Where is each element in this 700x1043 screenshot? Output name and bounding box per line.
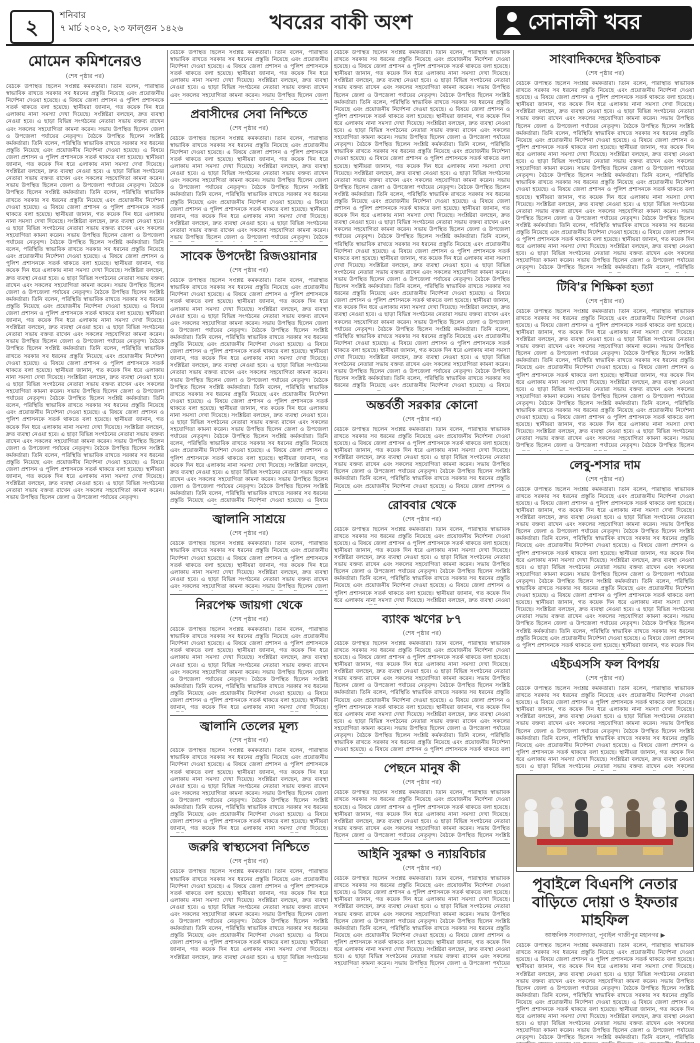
divider [334, 843, 510, 844]
continued-note: (শেষ পৃষ্ঠার পর) [585, 674, 625, 682]
article-body: বৈঠকে উপস্থিত ছিলেন সংশ্লিষ্ট কর্মকর্তারা। তিনি বলেন, পরিস্থিতি স্বাভাবিক রাখতে সরকার সব ধরনের প্রস্তুতি নিয়েছে এবং প্রয়োজনীয় নির্দেশনা দেওয়া হয়েছে। এ বিষয়ে জেলা প্রশাসন ও পুলিশ প্রশাসনকে সতর্ক থাকতে বলা হয়েছে। স্থানীয়রা জানান, গত কয়েক দিন ধরে এলাকায় নানা সমস্যা দেখা দিয়েছে। সংশ্লিষ্টরা বলছেন, দ্রুত ব্যবস্থা নেওয়া হবে। এ ছাড়া বিভিন্ন সংগঠনের নেতারা সভায় বক্তব্য রাখেন এবং সকলের সহযোগিতা কামনা করেন। সভায় উপস্থিত ছিলেন জেলা ও উপজেলা পর্যায়ের নেতৃবৃন্দ। বৈঠকে উপস্থিত ছিলেন সংশ্লিষ্ট কর্মকর্তারা। তিনি বলেন, পরিস্থিতি স্বাভাবিক রাখতে সরকার সব ধরনের প্রস্তুতি নিয়েছে এবং প্রয়োজনীয় নির্দেশনা দেওয়া হয়েছে। এ বিষয়ে জেলা প্রশাসন ও পুলিশ প্রশাসনকে সতর্ক থাকতে বলা হয়েছে। স্থানীয়রা জানান, গত কয়েক দিন ধরে এলাকায় নানা সমস্যা দেখা দিয়েছে। সংশ্লিষ্টরা বলছেন, দ্রুত ব্যবস্থা নেওয়া হবে। এ ছাড়া বিভিন্ন সংগঠনের নেতারা সভায় বক্তব্য রাখেন এবং সকলের সহযোগিতা কামনা করেন। সভায় উপস্থিত ছিলেন জেলা ও উপজেলা পর্যায়ের নেতৃবৃন্দ। বৈঠকে উপস্থিত ছিলেন সংশ্লিষ্ট কর্মকর্তারা। তিনি বলেন, পরিস্থিতি স্বাভাবিক রাখতে সরকার সব ধরনের প্রস্তুতি নিয়েছে এবং প্রয়োজনীয় নির্দেশনা দেওয়া হয়েছে। এ বিষয়ে জেলা প্রশাসন ও পুলিশ প্রশাসনকে সতর্ক থাকতে বলা হয়েছে। স্থানীয়রা জানান, গত কয়েক দিন ধরে এলাকায় নানা সমস্যা দেখা দিয়েছে। সংশ্লিষ্টরা বলছেন, দ্রুত ব্যবস্থা নেওয়া হবে। এ ছাড়া বিভিন্ন সংগঠনের নেতারা সভায় বক্তব্য রাখেন এবং সকলের সহযোগিতা কামনা করেন। সভায় উপস্থিত ছিলেন জেলা ও উপজেলা পর্যায়ের নেতৃবৃন্দ। বৈঠকে উপস্থিত ছিলেন সংশ্লিষ্ট কর্মকর্তারা। তিনি বলেন, পরিস্থিতি স্বাভাবিক রাখতে সরকার সব ধরনের প্রস্তুতি নিয়েছে এবং প্রয়োজনীয় নির্দেশনা দেওয়া হয়েছে। এ বিষয়ে জেলা প্রশাসন ও পুলিশ প্রশাসনকে সতর্ক থাকতে বলা হয়েছে। স্থানীয়রা জানান, গত কয়েক দিন [516, 486, 694, 649]
article-body: বৈঠকে উপস্থিত ছিলেন সংশ্লিষ্ট কর্মকর্তারা। তিনি বলেন, পরিস্থিতি স্বাভাবিক রাখতে সরকার সব ধরনের প্রস্তুতি নিয়েছে এবং প্রয়োজনীয় নির্দেশনা দেওয়া হয়েছে। এ বিষয়ে জেলা প্রশাসন ও পুলিশ প্রশাসনকে সতর্ক থাকতে বলা হয়েছে। স্থানীয়রা জানান, গত কয়েক দিন ধরে এলাকায় নানা সমস্যা দেখা দিয়েছে। সংশ্লিষ্টরা বলছেন, দ্রুত ব্যবস্থা নেওয়া হবে। এ ছাড়া বিভিন্ন সংগঠনের নেতারা সভায় বক্তব্য রাখেন এবং সকলের সহযোগিতা কামনা করেন। সভায় উপস্থিত ছিলেন জেলা [170, 50, 328, 99]
column-divider [331, 50, 332, 902]
headline: রোববার থেকে [387, 497, 457, 512]
continued-note: (শেষ পৃষ্ঠার পর) [402, 779, 442, 787]
headline: পেছনে মানুষ কী [383, 761, 461, 776]
headline: মোমেন কমিশনেরও [28, 52, 142, 70]
article-body: বৈঠকে উপস্থিত ছিলেন সংশ্লিষ্ট কর্মকর্তারা। তিনি বলেন, পরিস্থিতি স্বাভাবিক রাখতে সরকার সব ধরনের প্রস্তুতি নিয়েছে এবং প্রয়োজনীয় নির্দেশনা দেওয়া হয়েছে। এ বিষয়ে জেলা প্রশাসন ও পুলিশ প্রশাসনকে সতর্ক থাকতে বলা হয়েছে। স্থানীয়রা জানান, গত কয়েক দিন ধরে এলাকায় নানা সমস্যা দেখা দিয়েছে। সংশ্লিষ্টরা বলছেন, দ্রুত ব্যবস্থা নেওয়া হবে। এ ছাড়া বিভিন্ন সংগঠনের নেতারা সভায় বক্তব্য রাখেন এবং সকলের সহযোগিতা কামনা করেন। সভায় উপস্থিত ছিলেন জেলা ও উপজেলা পর্যায়ের নেতৃবৃন্দ। বৈঠকে উপস্থিত ছিলেন সংশ্লিষ্ট কর্মকর্তারা। তিনি বলেন, পরিস্থিতি স্বাভাবিক রাখতে সরকার সব ধরনের প্রস্তুতি নিয়েছে এবং প্রয়োজনীয় নির্দেশনা দেওয়া হয়েছে। এ বিষয়ে জেলা প্রশাসন ও পুলিশ প্রশাসনকে সতর্ক থাকতে বলা হয়েছে। স্থানীয়রা জানান, গত কয়েক দিন ধরে এলাকায় নানা সমস্যা দেখা দিয়েছে। সংশ্লিষ্টরা বলছেন, দ্রুত ব্যবস্থা নেওয়া হবে। এ ছাড়া বিভিন্ন সংগঠনের [170, 869, 328, 961]
article-body: বৈঠকে উপস্থিত ছিলেন সংশ্লিষ্ট কর্মকর্তারা। তিনি বলেন, পরিস্থিতি স্বাভাবিক রাখতে সরকার সব ধরনের প্রস্তুতি নিয়েছে এবং প্রয়োজনীয় নির্দেশনা দেওয়া হয়েছে। এ বিষয়ে জেলা প্রশাসন ও পুলিশ প্রশাসনকে সতর্ক থাকতে বলা হয়েছে। স্থানীয়রা জানান, গত কয়েক দিন ধরে এলাকায় নানা সমস্যা দেখা দিয়েছে। সংশ্লিষ্টরা বলছেন, দ্রুত ব্যবস্থা নেওয়া হবে। এ ছাড়া বিভিন্ন সংগঠনের নেতারা সভায় বক্তব্য রাখেন এবং সকলের সহযোগিতা কামনা করেন। সভায় উপস্থিত ছিলেন জেলা ও উপজেলা পর্যায়ের নেতৃবৃন্দ। বৈঠকে উপস্থিত ছিলেন সংশ্লিষ্ট [334, 790, 510, 839]
article-body: বৈঠকে উপস্থিত ছিলেন সংশ্লিষ্ট কর্মকর্তারা। তিনি বলেন, পরিস্থিতি স্বাভাবিক রাখতে সরকার সব ধরনের প্রস্তুতি নিয়েছে এবং প্রয়োজনীয় নির্দেশনা দেওয়া হয়েছে। এ বিষয়ে জেলা প্রশাসন ও পুলিশ প্রশাসনকে সতর্ক থাকতে বলা হয়েছে। স্থানীয়রা জানান, গত কয়েক দিন ধরে এলাকায় নানা সমস্যা দেখা দিয়েছে। সংশ্লিষ্টরা বলছেন, দ্রুত ব্যবস্থা নেওয়া হবে। এ ছাড়া বিভিন্ন সংগঠনের নেতারা সভায় বক্তব্য রাখেন এবং সকলের সহযোগিতা কামনা করেন। সভায় উপস্থিত ছিলেন জেলা ও উপজেলা পর্যায়ের নেতৃবৃন্দ। বৈঠকে উপস্থিত ছিলেন সংশ্লিষ্ট কর্মকর্তারা। তিনি বলেন, পরিস্থিতি স্বাভাবিক রাখতে সরকার সব ধরনের প্রস্তুতি নিয়েছে এবং প্রয়োজনীয় নির্দেশনা দেওয়া হয়েছে। এ বিষয়ে জেলা প্রশাসন ও পুলিশ প্রশাসনকে সতর্ক থাকতে বলা হয়েছে। স্থানীয়রা জানান, গত কয়েক দিন ধরে এলাকায় নানা সমস্যা দেখা দিয়েছে। সংশ্লিষ্টরা বলছেন, দ্রুত ব্যবস্থা নেওয়া হবে। এ ছাড়া বিভিন্ন সংগঠনের নেতারা সভায় বক্তব্য রাখেন এবং সকলের [516, 685, 694, 771]
divider [516, 653, 694, 654]
continued-note: (শেষ পৃষ্ঠার পর) [585, 70, 625, 77]
date: ৭ মার্চ ২০২০, ২৩ ফাল্গুন ১৪২৬ [60, 24, 184, 34]
date-line [60, 10, 183, 36]
section-title: খবরের বাকী অংশ [269, 10, 413, 34]
article-body: বৈঠকে উপস্থিত ছিলেন সংশ্লিষ্ট কর্মকর্তারা। তিনি বলেন, পরিস্থিতি স্বাভাবিক রাখতে সরকার সব ধরনের প্রস্তুতি নিয়েছে এবং প্রয়োজনীয় নির্দেশনা দেওয়া হয়েছে। এ বিষয়ে জেলা প্রশাসন ও পুলিশ প্রশাসনকে সতর্ক থাকতে বলা হয়েছে। স্থানীয়রা জানান, গত কয়েক দিন ধরে এলাকায় নানা সমস্যা দেখা দিয়েছে। সংশ্লিষ্টরা বলছেন, দ্রুত ব্যবস্থা নেওয়া হবে। এ ছাড়া বিভিন্ন সংগঠনের নেতারা সভায় বক্তব্য রাখেন এবং সকলের সহযোগিতা কামনা করেন। সভায় উপস্থিত ছিলেন জেলা ও উপজেলা পর্যায়ের নেতৃবৃন্দ। বৈঠকে উপস্থিত ছিলেন সংশ্লিষ্ট কর্মকর্তারা। তিনি বলেন, পরিস্থিতি স্বাভাবিক রাখতে সরকার সব ধরনের প্রস্তুতি নিয়েছে এবং প্রয়োজনীয় নির্দেশনা দেওয়া হয়েছে। এ বিষয়ে জেলা প্রশাসন ও [334, 426, 510, 490]
byline: আঞ্চলিক সংবাদদাতা, পূবাইল গাজীপুর মহানগর ▶ [544, 932, 666, 940]
divider [334, 608, 510, 609]
continued-note: (শেষ পৃষ্ঠার পর) [585, 297, 625, 305]
headline: প্রবাসীদের সেবা নিশ্চিতে [190, 106, 308, 121]
divider [170, 103, 328, 104]
page-number: ২ [10, 10, 54, 44]
continued-note: (শেষ পৃষ্ঠার পর) [229, 530, 269, 538]
article-body: বৈঠকে উপস্থিত ছিলেন সংশ্লিষ্ট কর্মকর্তারা। তিনি বলেন, পরিস্থিতি স্বাভাবিক রাখতে সরকার সব ধরনের প্রস্তুতি নিয়েছে এবং প্রয়োজনীয় নির্দেশনা দেওয়া হয়েছে। এ বিষয়ে জেলা প্রশাসন ও পুলিশ প্রশাসনকে সতর্ক থাকতে বলা হয়েছে। স্থানীয়রা জানান, গত কয়েক দিন ধরে এলাকায় নানা সমস্যা দেখা দিয়েছে। সংশ্লিষ্টরা বলছেন, দ্রুত ব্যবস্থা নেওয়া হবে। এ ছাড়া বিভিন্ন সংগঠনের নেতারা সভায় বক্তব্য রাখেন এবং সকলের সহযোগিতা কামনা করেন। সভায় উপস্থিত ছিলেন জেলা [170, 541, 328, 590]
continued-note: (শেষ পৃষ্ঠার পর) [585, 475, 625, 483]
continued-note: (শেষ পৃষ্ঠার পর) [229, 124, 269, 132]
headline: সাংবাদিকদের ইতিবাচক [549, 52, 661, 66]
person-icon [502, 11, 522, 35]
divider [334, 757, 510, 758]
column-4 [516, 50, 694, 1043]
masthead-logo [496, 6, 692, 40]
headline: পূবাইলে বিএনপি নেতার বাড়িতে দোয়া ও ইফতার মাহফিল [532, 875, 678, 930]
article-body: বৈঠকে উপস্থিত ছিলেন সংশ্লিষ্ট কর্মকর্তারা। তিনি বলেন, পরিস্থিতি স্বাভাবিক রাখতে সরকার সব ধরনের প্রস্তুতি নিয়েছে এবং প্রয়োজনীয় নির্দেশনা দেওয়া হয়েছে। এ বিষয়ে জেলা প্রশাসন ও পুলিশ প্রশাসনকে সতর্ক থাকতে বলা হয়েছে। স্থানীয়রা জানান, গত কয়েক দিন ধরে এলাকায় নানা সমস্যা দেখা দিয়েছে। সংশ্লিষ্টরা বলছেন, দ্রুত ব্যবস্থা নেওয়া হবে। এ ছাড়া বিভিন্ন সংগঠনের নেতারা সভায় বক্তব্য রাখেন এবং সকলের সহযোগিতা কামনা করেন। সভায় উপস্থিত ছিলেন জেলা ও উপজেলা পর্যায়ের নেতৃবৃন্দ। বৈঠকে উপস্থিত ছিলেন সংশ্লিষ্ট কর্মকর্তারা। তিনি বলেন, পরিস্থিতি স্বাভাবিক রাখতে সরকার সব ধরনের প্রস্তুতি নিয়েছে এবং প্রয়োজনীয় নির্দেশনা দেওয়া হয়েছে। এ বিষয়ে জেলা প্রশাসন ও পুলিশ প্রশাসনকে সতর্ক থাকতে বলা হয়েছে। স্থানীয়রা জানান, গত কয়েক দিন ধরে এলাকায় নানা সমস্যা দেখা দিয়েছে। সংশ্লিষ্টরা বলছেন, দ্রুত ব্যবস্থা নেওয়া হবে। এ ছাড়া বিভিন্ন সংগঠনের নেতারা সভায় বক্তব্য রাখেন এবং সকলের সহযোগিতা কামনা করেন। সভায় উপস্থিত ছিলেন জেলা ও উপজেলা পর্যায়ের [334, 876, 510, 968]
divider [170, 508, 328, 509]
divider [516, 454, 694, 455]
article-body: বৈঠকে উপস্থিত ছিলেন সংশ্লিষ্ট কর্মকর্তারা। তিনি বলেন, পরিস্থিতি স্বাভাবিক রাখতে সরকার সব ধরনের প্রস্তুতি নিয়েছে এবং প্রয়োজনীয় নির্দেশনা দেওয়া হয়েছে। এ বিষয়ে জেলা প্রশাসন ও পুলিশ প্রশাসনকে সতর্ক থাকতে বলা হয়েছে। স্থানীয়রা জানান, গত কয়েক দিন ধরে এলাকায় নানা সমস্যা দেখা দিয়েছে। সংশ্লিষ্টরা বলছেন, দ্রুত ব্যবস্থা নেওয়া হবে। এ ছাড়া বিভিন্ন সংগঠনের নেতারা সভায় বক্তব্য রাখেন এবং সকলের সহযোগিতা কামনা করেন। সভায় উপস্থিত ছিলেন জেলা ও উপজেলা পর্যায়ের নেতৃবৃন্দ। বৈঠকে উপস্থিত ছিলেন সংশ্লিষ্ট কর্মকর্তারা। তিনি বলেন, পরিস্থিতি স্বাভাবিক রাখতে সরকার সব ধরনের প্রস্তুতি নিয়েছে এবং প্রয়োজনীয় নির্দেশনা দেওয়া হয়েছে। এ বিষয়ে জেলা প্রশাসন ও পুলিশ প্রশাসনকে সতর্ক থাকতে বলা হয়েছে। স্থানীয়রা জানান, গত কয়েক দিন ধরে এলাকায় নানা সমস্যা দেখা দিয়েছে। সংশ্লিষ্টরা বলছেন, দ্রুত ব্যবস্থা নেওয়া হবে। এ ছাড়া বিভিন্ন সংগঠনের নেতারা সভায় বক্তব্য রাখেন এবং সকলের সহযোগিতা কামনা করেন। সভায় উপস্থিত ছিলেন জেলা ও উপজেলা পর্যায়ের নেতৃবৃন্দ। বৈঠকে উপস্থিত ছিলেন সংশ্লিষ্ট কর্মকর্তারা। তিনি বলেন, পরিস্থিতি [516, 943, 694, 1042]
day: শনিবার [60, 11, 86, 21]
gathering-photo [517, 775, 693, 867]
article-body: বৈঠকে উপস্থিত ছিলেন সংশ্লিষ্ট কর্মকর্তারা। তিনি বলেন, পরিস্থিতি স্বাভাবিক রাখতে সরকার সব ধরনের প্রস্তুতি নিয়েছে এবং প্রয়োজনীয় নির্দেশনা দেওয়া হয়েছে। এ বিষয়ে জেলা প্রশাসন ও পুলিশ প্রশাসনকে সতর্ক থাকতে বলা হয়েছে। স্থানীয়রা জানান, গত কয়েক দিন ধরে এলাকায় নানা সমস্যা দেখা দিয়েছে। সংশ্লিষ্টরা বলছেন, দ্রুত ব্যবস্থা নেওয়া হবে। এ ছাড়া বিভিন্ন সংগঠনের নেতারা সভায় বক্তব্য রাখেন এবং সকলের সহযোগিতা কামনা করেন। সভায় উপস্থিত ছিলেন জেলা ও উপজেলা পর্যায়ের নেতৃবৃন্দ। বৈঠকে উপস্থিত ছিলেন সংশ্লিষ্ট কর্মকর্তারা। তিনি বলেন, পরিস্থিতি স্বাভাবিক রাখতে সরকার সব ধরনের প্রস্তুতি নিয়েছে এবং প্রয়োজনীয় নির্দেশনা দেওয়া হয়েছে। এ বিষয়ে জেলা প্রশাসন ও পুলিশ প্রশাসনকে সতর্ক থাকতে বলা হয়েছে। স্থানীয়রা জানান, গত কয়েক দিন ধরে এলাকায় নানা সমস্যা দেখা দিয়েছে। সংশ্লিষ্টরা বলছেন, দ্রুত ব্যবস্থা নেওয়া হবে। এ ছাড়া বিভিন্ন সংগঠনের নেতারা সভায় বক্তব্য রাখেন এবং সকলের সহযোগিতা কামনা করেন। সভায় উপস্থিত ছিলেন জেলা ও উপজেলা পর্যায়ের নেতৃবৃন্দ। বৈঠকে উপস্থিত ছিলেন সংশ্লিষ্ট কর্মকর্তারা। তিনি বলেন, পরিস্থিতি স্বাভাবিক রাখতে সরকার সব ধরনের প্রস্তুতি নিয়েছে এবং প্রয়োজনীয় নির্দেশনা দেওয়া হয়েছে। এ বিষয়ে জেলা প্রশাসন ও পুলিশ প্রশাসনকে সতর্ক থাকতে বলা হয়েছে। স্থানীয়রা জানান, গত কয়েক দিন ধরে এলাকায় নানা সমস্যা দেখা দিয়েছে। সংশ্লিষ্টরা বলছেন, দ্রুত ব্যবস্থা নেওয়া হবে। এ ছাড়া বিভিন্ন সংগঠনের নেতারা সভায় বক্তব্য রাখেন এবং সকলের সহযোগিতা কামনা করেন। সভায় উপস্থিত ছিলেন জেলা ও উপজেলা পর্যায়ের নেতৃবৃন্দ। বৈঠকে উপস্থিত ছিলেন সংশ্লিষ্ট কর্মকর্তারা। তিনি বলেন, পরিস্থিতি স্বাভাবিক রাখতে সরকার সব ধরনের প্রস্তুতি নিয়েছে এবং প্রয়োজনীয় নির্দেশনা দেওয়া হয়েছে। এ বিষয়ে জেলা প্রশাসন ও পুলিশ প্রশাসনকে সতর্ক থাকতে বলা হয়েছে। স্থানীয়রা জানান, গত কয়েক দিন ধরে এলাকায় নানা সমস্যা দেখা দিয়েছে। সংশ্লিষ্টরা বলছেন, দ্রুত ব্যবস্থা নেওয়া হবে। এ ছাড়া বিভিন্ন সংগঠনের নেতারা সভায় বক্তব্য রাখেন এবং সকলের সহযোগিতা কামনা করেন। সভায় উপস্থিত ছিলেন জেলা ও উপজেলা পর্যায়ের নেতৃবৃন্দ। বৈঠকে উপস্থিত ছিলেন সংশ্লিষ্ট কর্মকর্তারা। তিনি বলেন, পরিস্থিতি [516, 81, 694, 272]
column-1 [6, 50, 164, 879]
article-body: বৈঠকে উপস্থিত ছিলেন সংশ্লিষ্ট কর্মকর্তারা। তিনি বলেন, পরিস্থিতি স্বাভাবিক রাখতে সরকার সব ধরনের প্রস্তুতি নিয়েছে এবং প্রয়োজনীয় নির্দেশনা দেওয়া হয়েছে। এ বিষয়ে জেলা প্রশাসন ও পুলিশ প্রশাসনকে সতর্ক থাকতে বলা হয়েছে। স্থানীয়রা জানান, গত কয়েক দিন ধরে এলাকায় নানা সমস্যা দেখা দিয়েছে। সংশ্লিষ্টরা বলছেন, দ্রুত ব্যবস্থা নেওয়া হবে। এ ছাড়া বিভিন্ন সংগঠনের নেতারা সভায় বক্তব্য রাখেন এবং সকলের সহযোগিতা কামনা করেন। সভায় উপস্থিত ছিলেন জেলা ও উপজেলা পর্যায়ের নেতৃবৃন্দ। বৈঠকে উপস্থিত ছিলেন সংশ্লিষ্ট কর্মকর্তারা। তিনি বলেন, পরিস্থিতি স্বাভাবিক রাখতে সরকার সব ধরনের প্রস্তুতি নিয়েছে এবং প্রয়োজনীয় নির্দেশনা দেওয়া হয়েছে। এ বিষয়ে জেলা প্রশাসন ও পুলিশ প্রশাসনকে সতর্ক থাকতে বলা হয়েছে। স্থানীয়রা জানান, গত কয়েক দিন ধরে এলাকায় নানা সমস্যা দেখা দিয়েছে। [170, 748, 328, 833]
article-body: বৈঠকে উপস্থিত ছিলেন সংশ্লিষ্ট কর্মকর্তারা। তিনি বলেন, পরিস্থিতি স্বাভাবিক রাখতে সরকার সব ধরনের প্রস্তুতি নিয়েছে এবং প্রয়োজনীয় নির্দেশনা দেওয়া হয়েছে। এ বিষয়ে জেলা প্রশাসন ও পুলিশ প্রশাসনকে সতর্ক থাকতে বলা হয়েছে। স্থানীয়রা জানান, গত কয়েক দিন ধরে এলাকায় নানা সমস্যা দেখা দিয়েছে। সংশ্লিষ্টরা বলছেন, দ্রুত ব্যবস্থা নেওয়া হবে। এ ছাড়া বিভিন্ন সংগঠনের নেতারা সভায় বক্তব্য রাখেন এবং সকলের সহযোগিতা কামনা করেন। সভায় উপস্থিত ছিলেন জেলা ও উপজেলা পর্যায়ের নেতৃবৃন্দ। বৈঠকে উপস্থিত ছিলেন সংশ্লিষ্ট কর্মকর্তারা। তিনি বলেন, পরিস্থিতি স্বাভাবিক রাখতে সরকার সব ধরনের প্রস্তুতি নিয়েছে এবং প্রয়োজনীয় নির্দেশনা দেওয়া হয়েছে। এ বিষয়ে জেলা প্রশাসন ও পুলিশ প্রশাসনকে সতর্ক থাকতে বলা হয়েছে। স্থানীয়রা জানান, গত কয়েক দিন ধরে এলাকায় নানা সমস্যা দেখা দিয়েছে। সংশ্লিষ্টরা বলছেন, দ্রুত ব্যবস্থা নেওয়া হবে। এ ছাড়া বিভিন্ন সংগঠনের নেতারা সভায় বক্তব্য রাখেন এবং সকলের সহযোগিতা কামনা করেন। সভায় উপস্থিত ছিলেন জেলা ও উপজেলা পর্যায়ের নেতৃবৃন্দ। বৈঠকে উপস্থিত ছিলেন সংশ্লিষ্ট কর্মকর্তারা। তিনি বলেন, পরিস্থিতি স্বাভাবিক রাখতে সরকার সব ধরনের প্রস্তুতি নিয়েছে এবং প্রয়োজনীয় নির্দেশনা দেওয়া হয়েছে। এ বিষয়ে জেলা প্রশাসন ও পুলিশ প্রশাসনকে সতর্ক থাকতে বলা হয়েছে। স্থানীয়রা জানান, গত কয়েক দিন ধরে এলাকায় নানা সমস্যা দেখা দিয়েছে। সংশ্লিষ্টরা বলছেন, দ্রুত ব্যবস্থা নেওয়া হবে। এ ছাড়া বিভিন্ন সংগঠনের নেতারা সভায় বক্তব্য রাখেন এবং সকলের সহযোগিতা কামনা করেন। সভায় উপস্থিত ছিলেন জেলা ও উপজেলা পর্যায়ের নেতৃবৃন্দ। বৈঠকে উপস্থিত ছিলেন সংশ্লিষ্ট কর্মকর্তারা। তিনি বলেন, পরিস্থিতি স্বাভাবিক রাখতে সরকার সব ধরনের প্রস্তুতি নিয়েছে এবং প্রয়োজনীয় নির্দেশনা দেওয়া হয়েছে। এ বিষয়ে জেলা প্রশাসন ও পুলিশ প্রশাসনকে সতর্ক থাকতে বলা হয়েছে। স্থানীয়রা জানান, গত কয়েক দিন ধরে এলাকায় নানা সমস্যা দেখা দিয়েছে। সংশ্লিষ্টরা বলছেন, দ্রুত ব্যবস্থা নেওয়া হবে। এ ছাড়া বিভিন্ন সংগঠনের নেতারা সভায় বক্তব্য রাখেন এবং সকলের সহযোগিতা কামনা করেন। সভায় উপস্থিত ছিলেন জেলা ও উপজেলা পর্যায়ের নেতৃবৃন্দ। বৈঠকে উপস্থিত ছিলেন সংশ্লিষ্ট কর্মকর্তারা। তিনি বলেন, পরিস্থিতি স্বাভাবিক রাখতে সরকার সব ধরনের প্রস্তুতি নিয়েছে এবং প্রয়োজনীয় নির্দেশনা দেওয়া হয়েছে। এ বিষয়ে [170, 278, 328, 505]
headline: জরুরি স্বাস্থ্যসেবা নিশ্চিতে [188, 840, 310, 855]
continued-note: (শেষ পৃষ্ঠার পর) [229, 267, 269, 275]
column-2 [170, 50, 328, 962]
news-photo [516, 774, 694, 872]
headline: ব্যাংক ঋণের ৮৭ [382, 611, 462, 626]
divider [170, 836, 328, 837]
divider [170, 594, 328, 595]
article-body: বৈঠকে উপস্থিত ছিলেন সংশ্লিষ্ট কর্মকর্তারা। তিনি বলেন, পরিস্থিতি স্বাভাবিক রাখতে সরকার সব ধরনের প্রস্তুতি নিয়েছে এবং প্রয়োজনীয় নির্দেশনা দেওয়া হয়েছে। এ বিষয়ে জেলা প্রশাসন ও পুলিশ প্রশাসনকে সতর্ক থাকতে বলা হয়েছে। স্থানীয়রা জানান, গত কয়েক দিন ধরে এলাকায় নানা সমস্যা দেখা দিয়েছে। সংশ্লিষ্টরা বলছেন, দ্রুত ব্যবস্থা নেওয়া হবে। এ ছাড়া বিভিন্ন সংগঠনের নেতারা সভায় বক্তব্য রাখেন এবং সকলের সহযোগিতা কামনা করেন। সভায় উপস্থিত ছিলেন জেলা ও উপজেলা পর্যায়ের নেতৃবৃন্দ। বৈঠকে উপস্থিত ছিলেন সংশ্লিষ্ট কর্মকর্তারা। তিনি বলেন, পরিস্থিতি স্বাভাবিক রাখতে সরকার সব ধরনের প্রস্তুতি নিয়েছে এবং প্রয়োজনীয় নির্দেশনা দেওয়া হয়েছে। এ বিষয়ে জেলা প্রশাসন ও পুলিশ প্রশাসনকে সতর্ক থাকতে বলা হয়েছে। স্থানীয়রা জানান, গত কয়েক দিন ধরে এলাকায় নানা সমস্যা দেখা দিয়েছে। সংশ্লিষ্টরা বলছেন, দ্রুত ব্যবস্থা নেওয়া হবে। এ ছাড়া বিভিন্ন সংগঠনের নেতারা সভায় বক্তব্য রাখেন এবং সকলের সহযোগিতা কামনা করেন। সভায় উপস্থিত ছিলেন জেলা ও উপজেলা পর্যায়ের নেতৃবৃন্দ। বৈঠকে উপস্থিত ছিলেন সংশ্লিষ্ট কর্মকর্তারা। তিনি বলেন, পরিস্থিতি স্বাভাবিক রাখতে সরকার সব ধরনের প্রস্তুতি নিয়েছে এবং প্রয়োজনীয় নির্দেশনা দেওয়া হয়েছে। এ বিষয়ে জেলা প্রশাসন ও পুলিশ প্রশাসনকে সতর্ক থাকতে বলা হয়েছে। স্থানীয়রা জানান, গত কয়েক দিন ধরে এলাকায় নানা সমস্যা দেখা দিয়েছে। সংশ্লিষ্টরা বলছেন, দ্রুত ব্যবস্থা নেওয়া হবে। এ ছাড়া বিভিন্ন সংগঠনের নেতারা সভায় বক্তব্য রাখেন এবং সকলের সহযোগিতা কামনা করেন। সভায় উপস্থিত ছিলেন জেলা ও উপজেলা পর্যায়ের নেতৃবৃন্দ। বৈঠকে উপস্থিত ছিলেন সংশ্লিষ্ট কর্মকর্তারা। তিনি বলেন, পরিস্থিতি স্বাভাবিক রাখতে সরকার সব ধরনের প্রস্তুতি নিয়েছে এবং প্রয়োজনীয় নির্দেশনা দেওয়া হয়েছে। এ বিষয়ে জেলা প্রশাসন ও পুলিশ প্রশাসনকে সতর্ক থাকতে বলা হয়েছে। স্থানীয়রা জানান, গত কয়েক দিন ধরে এলাকায় নানা সমস্যা দেখা দিয়েছে। সংশ্লিষ্টরা বলছেন, দ্রুত ব্যবস্থা নেওয়া হবে। এ ছাড়া বিভিন্ন সংগঠনের নেতারা সভায় বক্তব্য রাখেন এবং সকলের সহযোগিতা কামনা করেন। সভায় উপস্থিত ছিলেন জেলা ও উপজেলা পর্যায়ের নেতৃবৃন্দ। বৈঠকে উপস্থিত ছিলেন সংশ্লিষ্ট কর্মকর্তারা। তিনি বলেন, পরিস্থিতি স্বাভাবিক রাখতে সরকার সব ধরনের প্রস্তুতি নিয়েছে এবং প্রয়োজনীয় নির্দেশনা দেওয়া হয়েছে। এ বিষয়ে জেলা প্রশাসন ও পুলিশ প্রশাসনকে সতর্ক থাকতে বলা হয়েছে। স্থানীয়রা জানান, গত কয়েক দিন ধরে এলাকায় নানা সমস্যা দেখা দিয়েছে। সংশ্লিষ্টরা বলছেন, দ্রুত ব্যবস্থা নেওয়া হবে। এ ছাড়া বিভিন্ন সংগঠনের নেতারা সভায় বক্তব্য রাখেন এবং সকলের সহযোগিতা কামনা করেন। সভায় উপস্থিত ছিলেন জেলা ও উপজেলা পর্যায়ের নেতৃবৃন্দ। বৈঠকে উপস্থিত ছিলেন সংশ্লিষ্ট কর্মকর্তারা। তিনি বলেন, পরিস্থিতি স্বাভাবিক রাখতে সরকার সব ধরনের প্রস্তুতি নিয়েছে এবং প্রয়োজনীয় নির্দেশনা দেওয়া হয়েছে। এ বিষয়ে জেলা প্রশাসন ও পুলিশ প্রশাসনকে সতর্ক থাকতে বলা হয়েছে। স্থানীয়রা জানান, গত কয়েক দিন ধরে এলাকায় নানা সমস্যা দেখা দিয়েছে। সংশ্লিষ্টরা বলছেন, দ্রুত ব্যবস্থা নেওয়া হবে। এ ছাড়া বিভিন্ন সংগঠনের নেতারা সভায় বক্তব্য রাখেন এবং সকলের সহযোগিতা কামনা করেন। সভায় উপস্থিত ছিলেন জেলা ও উপজেলা পর্যায়ের নেতৃবৃন্দ। বৈঠকে উপস্থিত ছিলেন সংশ্লিষ্ট কর্মকর্তারা। তিনি বলেন, পরিস্থিতি স্বাভাবিক রাখতে সরকার সব ধরনের প্রস্তুতি নিয়েছে এবং প্রয়োজনীয় নির্দেশনা দেওয়া হয়েছে। এ বিষয়ে জেলা প্রশাসন ও পুলিশ প্রশাসনকে সতর্ক থাকতে বলা হয়েছে। স্থানীয়রা জানান, গত কয়েক দিন ধরে এলাকায় নানা সমস্যা দেখা দিয়েছে। সংশ্লিষ্টরা বলছেন, দ্রুত ব্যবস্থা নেওয়া হবে। এ ছাড়া বিভিন্ন সংগঠনের নেতারা সভায় বক্তব্য রাখেন এবং সকলের সহযোগিতা কামনা করেন। সভায় উপস্থিত ছিলেন জেলা ও উপজেলা পর্যায়ের নেতৃবৃন্দ। বৈঠকে উপস্থিত ছিলেন সংশ্লিষ্ট কর্মকর্তারা। তিনি বলেন, পরিস্থিতি স্বাভাবিক রাখতে সরকার সব ধরনের প্রস্তুতি নিয়েছে এবং প্রয়োজনীয় নির্দেশনা দেওয়া হয়েছে। এ বিষয়ে জেলা প্রশাসন ও পুলিশ প্রশাসনকে সতর্ক থাকতে বলা হয়েছে। স্থানীয়রা জানান, গত কয়েক দিন ধরে এলাকায় নানা সমস্যা দেখা দিয়েছে। সংশ্লিষ্টরা বলছেন, দ্রুত ব্যবস্থা নেওয়া হবে। এ ছাড়া বিভিন্ন সংগঠনের নেতারা সভায় বক্তব্য রাখেন এবং সকলের সহযোগিতা কামনা করেন। সভায় উপস্থিত ছিলেন জেলা ও উপজেলা পর্যায়ের নেতৃবৃন্দ। [6, 84, 164, 502]
column-divider [167, 50, 168, 902]
continued-note: (শেষ পৃষ্ঠার পর) [402, 515, 442, 523]
headline: টিবি'র শিক্ষিকা হত্যা [556, 279, 654, 294]
article-body: বৈঠকে উপস্থিত ছিলেন সংশ্লিষ্ট কর্মকর্তারা। তিনি বলেন, পরিস্থিতি স্বাভাবিক রাখতে সরকার সব ধরনের প্রস্তুতি নিয়েছে এবং প্রয়োজনীয় নির্দেশনা দেওয়া হয়েছে। এ বিষয়ে জেলা প্রশাসন ও পুলিশ প্রশাসনকে সতর্ক থাকতে বলা হয়েছে। স্থানীয়রা জানান, গত কয়েক দিন ধরে এলাকায় নানা সমস্যা দেখা দিয়েছে। সংশ্লিষ্টরা বলছেন, দ্রুত ব্যবস্থা নেওয়া হবে। এ ছাড়া বিভিন্ন সংগঠনের নেতারা সভায় বক্তব্য রাখেন এবং সকলের সহযোগিতা কামনা করেন। সভায় উপস্থিত ছিলেন জেলা ও উপজেলা পর্যায়ের নেতৃবৃন্দ। বৈঠকে উপস্থিত ছিলেন সংশ্লিষ্ট কর্মকর্তারা। তিনি বলেন, পরিস্থিতি স্বাভাবিক রাখতে সরকার সব ধরনের প্রস্তুতি নিয়েছে এবং প্রয়োজনীয় নির্দেশনা দেওয়া হয়েছে। এ বিষয়ে জেলা প্রশাসন ও পুলিশ প্রশাসনকে সতর্ক থাকতে বলা হয়েছে। স্থানীয়রা জানান, গত কয়েক দিন ধরে এলাকায় নানা সমস্যা দেখা দিয়েছে। সংশ্লিষ্টরা বলছেন, দ্রুত ব্যবস্থা নেওয়া হবে। এ ছাড়া বিভিন্ন সংগঠনের নেতারা সভায় বক্তব্য রাখেন এবং সকলের সহযোগিতা কামনা করেন। সভায় উপস্থিত ছিলেন জেলা ও উপজেলা পর্যায়ের নেতৃবৃন্দ। বৈঠকে উপস্থিত ছিলেন সংশ্লিষ্ট কর্মকর্তারা। তিনি বলেন, পরিস্থিতি স্বাভাবিক রাখতে সরকার সব ধরনের প্রস্তুতি নিয়েছে এবং প্রয়োজনীয় নির্দেশনা দেওয়া হয়েছে। এ বিষয়ে জেলা প্রশাসন ও পুলিশ প্রশাসনকে সতর্ক থাকতে বলা [334, 640, 510, 754]
continued-note: (শেষ পৃষ্ঠার পর) [402, 865, 442, 873]
headline: আইনি সুরক্ষা ও ন্যায়বিচার [358, 847, 486, 862]
headline: লেবু-শসার দাম [569, 457, 641, 472]
column-divider [513, 50, 514, 902]
divider [516, 276, 694, 277]
continued-note: (শেষ পৃষ্ঠার পর) [229, 858, 269, 866]
continued-note: (শেষ পৃষ্ঠার পর) [229, 616, 269, 624]
article-body: বৈঠকে উপস্থিত ছিলেন সংশ্লিষ্ট কর্মকর্তারা। তিনি বলেন, পরিস্থিতি স্বাভাবিক রাখতে সরকার সব ধরনের প্রস্তুতি নিয়েছে এবং প্রয়োজনীয় নির্দেশনা দেওয়া হয়েছে। এ বিষয়ে জেলা প্রশাসন ও পুলিশ প্রশাসনকে সতর্ক থাকতে বলা হয়েছে। স্থানীয়রা জানান, গত কয়েক দিন ধরে এলাকায় নানা সমস্যা দেখা দিয়েছে। সংশ্লিষ্টরা বলছেন, দ্রুত ব্যবস্থা নেওয়া হবে। এ ছাড়া বিভিন্ন সংগঠনের নেতারা সভায় বক্তব্য রাখেন এবং সকলের সহযোগিতা কামনা করেন। সভায় উপস্থিত ছিলেন জেলা ও উপজেলা পর্যায়ের নেতৃবৃন্দ। বৈঠকে উপস্থিত ছিলেন সংশ্লিষ্ট কর্মকর্তারা। তিনি বলেন, পরিস্থিতি স্বাভাবিক রাখতে সরকার সব ধরনের প্রস্তুতি নিয়েছে এবং প্রয়োজনীয় নির্দেশনা দেওয়া হয়েছে। এ বিষয়ে জেলা প্রশাসন ও পুলিশ প্রশাসনকে সতর্ক থাকতে বলা হয়েছে। স্থানীয়রা জানান, গত কয়েক দিন ধরে এলাকায় নানা সমস্যা দেখা দিয়েছে। সংশ্লিষ্টরা বলছেন, দ্রুত ব্যবস্থা নেওয়া [334, 526, 510, 604]
divider [170, 715, 328, 716]
headline: জ্বালানি সাশ্রয়ে [212, 512, 286, 527]
divider [334, 394, 510, 395]
column-3 [334, 50, 510, 968]
headline: জ্বালানি তেলের মূল্য [199, 719, 299, 734]
divider [334, 494, 510, 495]
continued-note: (শেষ পৃষ্ঠার পর) [65, 73, 105, 80]
article-body: বৈঠকে উপস্থিত ছিলেন সংশ্লিষ্ট কর্মকর্তারা। তিনি বলেন, পরিস্থিতি স্বাভাবিক রাখতে সরকার সব ধরনের প্রস্তুতি নিয়েছে এবং প্রয়োজনীয় নির্দেশনা দেওয়া হয়েছে। এ বিষয়ে জেলা প্রশাসন ও পুলিশ প্রশাসনকে সতর্ক থাকতে বলা হয়েছে। স্থানীয়রা জানান, গত কয়েক দিন ধরে এলাকায় নানা সমস্যা দেখা দিয়েছে। সংশ্লিষ্টরা বলছেন, দ্রুত ব্যবস্থা নেওয়া হবে। এ ছাড়া বিভিন্ন সংগঠনের নেতারা সভায় বক্তব্য রাখেন এবং সকলের সহযোগিতা কামনা করেন। সভায় উপস্থিত ছিলেন জেলা ও উপজেলা পর্যায়ের নেতৃবৃন্দ। বৈঠকে উপস্থিত ছিলেন সংশ্লিষ্ট কর্মকর্তারা। তিনি বলেন, পরিস্থিতি স্বাভাবিক রাখতে সরকার সব ধরনের প্রস্তুতি নিয়েছে এবং প্রয়োজনীয় নির্দেশনা দেওয়া হয়েছে। এ বিষয়ে জেলা প্রশাসন ও পুলিশ প্রশাসনকে সতর্ক থাকতে বলা হয়েছে। স্থানীয়রা জানান, গত কয়েক দিন ধরে এলাকায় নানা সমস্যা দেখা দিয়েছে। সংশ্লিষ্টরা বলছেন, দ্রুত ব্যবস্থা নেওয়া হবে। এ ছাড়া বিভিন্ন সংগঠনের নেতারা সভায় বক্তব্য রাখেন এবং সকলের সহযোগিতা কামনা করেন। সভায় উপস্থিত ছিলেন জেলা ও উপজেলা পর্যায়ের নেতৃবৃন্দ। বৈঠকে উপস্থিত ছিলেন সংশ্লিষ্ট কর্মকর্তারা। তিনি বলেন, পরিস্থিতি স্বাভাবিক রাখতে সরকার সব ধরনের প্রস্তুতি নিয়েছে এবং প্রয়োজনীয় নির্দেশনা দেওয়া হয়েছে। এ বিষয়ে জেলা প্রশাসন ও পুলিশ প্রশাসনকে সতর্ক থাকতে বলা হয়েছে। স্থানীয়রা জানান, গত কয়েক দিন ধরে এলাকায় নানা সমস্যা দেখা দিয়েছে। সংশ্লিষ্টরা বলছেন, দ্রুত ব্যবস্থা নেওয়া হবে। এ ছাড়া বিভিন্ন সংগঠনের নেতারা সভায় বক্তব্য রাখেন এবং সকলের সহযোগিতা কামনা করেন। সভায় উপস্থিত ছিলেন জেলা ও উপজেলা পর্যায়ের নেতৃবৃন্দ। বৈঠকে উপস্থিত ছিলেন [516, 308, 694, 450]
headline: নিরপেক্ষ জায়গা থেকে [195, 598, 303, 613]
headline: এইচএসসি ফল বিপর্যয় [550, 656, 660, 671]
continued-note: (শেষ পৃষ্ঠার পর) [402, 415, 442, 423]
article-body: বৈঠকে উপস্থিত ছিলেন সংশ্লিষ্ট কর্মকর্তারা। তিনি বলেন, পরিস্থিতি স্বাভাবিক রাখতে সরকার সব ধরনের প্রস্তুতি নিয়েছে এবং প্রয়োজনীয় নির্দেশনা দেওয়া হয়েছে। এ বিষয়ে জেলা প্রশাসন ও পুলিশ প্রশাসনকে সতর্ক থাকতে বলা হয়েছে। স্থানীয়রা জানান, গত কয়েক দিন ধরে এলাকায় নানা সমস্যা দেখা দিয়েছে। সংশ্লিষ্টরা বলছেন, দ্রুত ব্যবস্থা নেওয়া হবে। এ ছাড়া বিভিন্ন সংগঠনের নেতারা সভায় বক্তব্য রাখেন এবং সকলের সহযোগিতা কামনা করেন। সভায় উপস্থিত ছিলেন জেলা ও উপজেলা পর্যায়ের নেতৃবৃন্দ। বৈঠকে উপস্থিত ছিলেন সংশ্লিষ্ট কর্মকর্তারা। তিনি বলেন, পরিস্থিতি স্বাভাবিক রাখতে সরকার সব ধরনের প্রস্তুতি নিয়েছে এবং প্রয়োজনীয় নির্দেশনা দেওয়া হয়েছে। এ বিষয়ে জেলা প্রশাসন ও পুলিশ প্রশাসনকে সতর্ক থাকতে বলা হয়েছে। স্থানীয়রা জানান, গত কয়েক দিন ধরে এলাকায় নানা সমস্যা দেখা দিয়েছে। [170, 627, 328, 712]
article-body: বৈঠকে উপস্থিত ছিলেন সংশ্লিষ্ট কর্মকর্তারা। তিনি বলেন, পরিস্থিতি স্বাভাবিক রাখতে সরকার সব ধরনের প্রস্তুতি নিয়েছে এবং প্রয়োজনীয় নির্দেশনা দেওয়া হয়েছে। এ বিষয়ে জেলা প্রশাসন ও পুলিশ প্রশাসনকে সতর্ক থাকতে বলা হয়েছে। স্থানীয়রা জানান, গত কয়েক দিন ধরে এলাকায় নানা সমস্যা দেখা দিয়েছে। সংশ্লিষ্টরা বলছেন, দ্রুত ব্যবস্থা নেওয়া হবে। এ ছাড়া বিভিন্ন সংগঠনের নেতারা সভায় বক্তব্য রাখেন এবং সকলের সহযোগিতা কামনা করেন। সভায় উপস্থিত ছিলেন জেলা ও উপজেলা পর্যায়ের নেতৃবৃন্দ। বৈঠকে উপস্থিত ছিলেন সংশ্লিষ্ট কর্মকর্তারা। তিনি বলেন, পরিস্থিতি স্বাভাবিক রাখতে সরকার সব ধরনের প্রস্তুতি নিয়েছে এবং প্রয়োজনীয় নির্দেশনা দেওয়া হয়েছে। এ বিষয়ে জেলা প্রশাসন ও পুলিশ প্রশাসনকে সতর্ক থাকতে বলা হয়েছে। স্থানীয়রা জানান, গত কয়েক দিন ধরে এলাকায় নানা সমস্যা দেখা দিয়েছে। সংশ্লিষ্টরা বলছেন, দ্রুত ব্যবস্থা নেওয়া হবে। এ ছাড়া বিভিন্ন সংগঠনের নেতারা সভায় বক্তব্য রাখেন এবং সকলের সহযোগিতা কামনা করেন। সভায় উপস্থিত ছিলেন জেলা ও উপজেলা পর্যায়ের নেতৃবৃন্দ। বৈঠকে [170, 135, 328, 241]
headline: অন্তর্বর্তী সরকার কোনো [366, 397, 478, 412]
article-body: বৈঠকে উপস্থিত ছিলেন সংশ্লিষ্ট কর্মকর্তারা। তিনি বলেন, পরিস্থিতি স্বাভাবিক রাখতে সরকার সব ধরনের প্রস্তুতি নিয়েছে এবং প্রয়োজনীয় নির্দেশনা দেওয়া হয়েছে। এ বিষয়ে জেলা প্রশাসন ও পুলিশ প্রশাসনকে সতর্ক থাকতে বলা হয়েছে। স্থানীয়রা জানান, গত কয়েক দিন ধরে এলাকায় নানা সমস্যা দেখা দিয়েছে। সংশ্লিষ্টরা বলছেন, দ্রুত ব্যবস্থা নেওয়া হবে। এ ছাড়া বিভিন্ন সংগঠনের নেতারা সভায় বক্তব্য রাখেন এবং সকলের সহযোগিতা কামনা করেন। সভায় উপস্থিত ছিলেন জেলা ও উপজেলা পর্যায়ের নেতৃবৃন্দ। বৈঠকে উপস্থিত ছিলেন সংশ্লিষ্ট কর্মকর্তারা। তিনি বলেন, পরিস্থিতি স্বাভাবিক রাখতে সরকার সব ধরনের প্রস্তুতি নিয়েছে এবং প্রয়োজনীয় নির্দেশনা দেওয়া হয়েছে। এ বিষয়ে জেলা প্রশাসন ও পুলিশ প্রশাসনকে সতর্ক থাকতে বলা হয়েছে। স্থানীয়রা জানান, গত কয়েক দিন ধরে এলাকায় নানা সমস্যা দেখা দিয়েছে। সংশ্লিষ্টরা বলছেন, দ্রুত ব্যবস্থা নেওয়া হবে। এ ছাড়া বিভিন্ন সংগঠনের নেতারা সভায় বক্তব্য রাখেন এবং সকলের সহযোগিতা কামনা করেন। সভায় উপস্থিত ছিলেন জেলা ও উপজেলা পর্যায়ের নেতৃবৃন্দ। বৈঠকে উপস্থিত ছিলেন সংশ্লিষ্ট কর্মকর্তারা। তিনি বলেন, পরিস্থিতি স্বাভাবিক রাখতে সরকার সব ধরনের প্রস্তুতি নিয়েছে এবং প্রয়োজনীয় নির্দেশনা দেওয়া হয়েছে। এ বিষয়ে জেলা প্রশাসন ও পুলিশ প্রশাসনকে সতর্ক থাকতে বলা হয়েছে। স্থানীয়রা জানান, গত কয়েক দিন ধরে এলাকায় নানা সমস্যা দেখা দিয়েছে। সংশ্লিষ্টরা বলছেন, দ্রুত ব্যবস্থা নেওয়া হবে। এ ছাড়া বিভিন্ন সংগঠনের নেতারা সভায় বক্তব্য রাখেন এবং সকলের সহযোগিতা কামনা করেন। সভায় উপস্থিত ছিলেন জেলা ও উপজেলা পর্যায়ের নেতৃবৃন্দ। বৈঠকে উপস্থিত ছিলেন সংশ্লিষ্ট কর্মকর্তারা। তিনি বলেন, পরিস্থিতি স্বাভাবিক রাখতে সরকার সব ধরনের প্রস্তুতি নিয়েছে এবং প্রয়োজনীয় নির্দেশনা দেওয়া হয়েছে। এ বিষয়ে জেলা প্রশাসন ও পুলিশ প্রশাসনকে সতর্ক থাকতে বলা হয়েছে। স্থানীয়রা জানান, গত কয়েক দিন ধরে এলাকায় নানা সমস্যা দেখা দিয়েছে। সংশ্লিষ্টরা বলছেন, দ্রুত ব্যবস্থা নেওয়া হবে। এ ছাড়া বিভিন্ন সংগঠনের নেতারা সভায় বক্তব্য রাখেন এবং সকলের সহযোগিতা কামনা করেন। সভায় উপস্থিত ছিলেন জেলা ও উপজেলা পর্যায়ের নেতৃবৃন্দ। বৈঠকে উপস্থিত ছিলেন সংশ্লিষ্ট কর্মকর্তারা। তিনি বলেন, পরিস্থিতি স্বাভাবিক রাখতে সরকার সব ধরনের প্রস্তুতি নিয়েছে এবং প্রয়োজনীয় নির্দেশনা দেওয়া হয়েছে। এ বিষয়ে জেলা প্রশাসন ও পুলিশ প্রশাসনকে সতর্ক থাকতে বলা হয়েছে। স্থানীয়রা জানান, গত কয়েক দিন ধরে এলাকায় নানা সমস্যা দেখা দিয়েছে। সংশ্লিষ্টরা বলছেন, দ্রুত ব্যবস্থা নেওয়া হবে। এ ছাড়া বিভিন্ন সংগঠনের নেতারা সভায় বক্তব্য রাখেন এবং সকলের সহযোগিতা কামনা করেন। সভায় উপস্থিত ছিলেন জেলা ও উপজেলা পর্যায়ের নেতৃবৃন্দ। বৈঠকে উপস্থিত ছিলেন সংশ্লিষ্ট কর্মকর্তারা। তিনি বলেন, পরিস্থিতি স্বাভাবিক রাখতে সরকার সব ধরনের প্রস্তুতি নিয়েছে এবং প্রয়োজনীয় নির্দেশনা দেওয়া হয়েছে। এ বিষয়ে জেলা প্রশাসন ও পুলিশ প্রশাসনকে সতর্ক থাকতে বলা হয়েছে। স্থানীয়রা জানান, গত কয়েক দিন ধরে এলাকায় নানা সমস্যা দেখা দিয়েছে। সংশ্লিষ্টরা বলছেন, দ্রুত ব্যবস্থা নেওয়া হবে। এ ছাড়া বিভিন্ন সংগঠনের নেতারা সভায় বক্তব্য রাখেন এবং সকলের সহযোগিতা কামনা করেন। সভায় উপস্থিত ছিলেন জেলা ও উপজেলা পর্যায়ের নেতৃবৃন্দ। বৈঠকে উপস্থিত ছিলেন সংশ্লিষ্ট কর্মকর্তারা। তিনি বলেন, পরিস্থিতি স্বাভাবিক রাখতে সরকার সব ধরনের প্রস্তুতি নিয়েছে এবং প্রয়োজনীয় নির্দেশনা দেওয়া হয়েছে। এ বিষয়ে জেলা প্রশাসন ও পুলিশ প্রশাসনকে সতর্ক থাকতে বলা হয়েছে। স্থানীয়রা জানান, গত কয়েক দিন ধরে এলাকায় নানা সমস্যা দেখা দিয়েছে। সংশ্লিষ্টরা বলছেন, দ্রুত ব্যবস্থা নেওয়া হবে। এ ছাড়া বিভিন্ন সংগঠনের নেতারা সভায় বক্তব্য রাখেন এবং সকলের সহযোগিতা কামনা করেন। সভায় উপস্থিত ছিলেন জেলা ও উপজেলা পর্যায়ের নেতৃবৃন্দ। বৈঠকে উপস্থিত ছিলেন সংশ্লিষ্ট কর্মকর্তারা। তিনি বলেন, পরিস্থিতি স্বাভাবিক রাখতে সরকার সব ধরনের প্রস্তুতি নিয়েছে এবং প্রয়োজনীয় নির্দেশনা দেওয়া হয়েছে। এ বিষয়ে [334, 50, 510, 390]
brand-name: সোনালী খবর [528, 9, 642, 34]
continued-note: (শেষ পৃষ্ঠার পর) [229, 737, 269, 745]
continued-note: (শেষ পৃষ্ঠার পর) [402, 629, 442, 637]
headline: সাবেক উপদেষ্টা রিজওয়ানার [180, 249, 318, 264]
divider [170, 245, 328, 246]
page-header [6, 4, 694, 46]
